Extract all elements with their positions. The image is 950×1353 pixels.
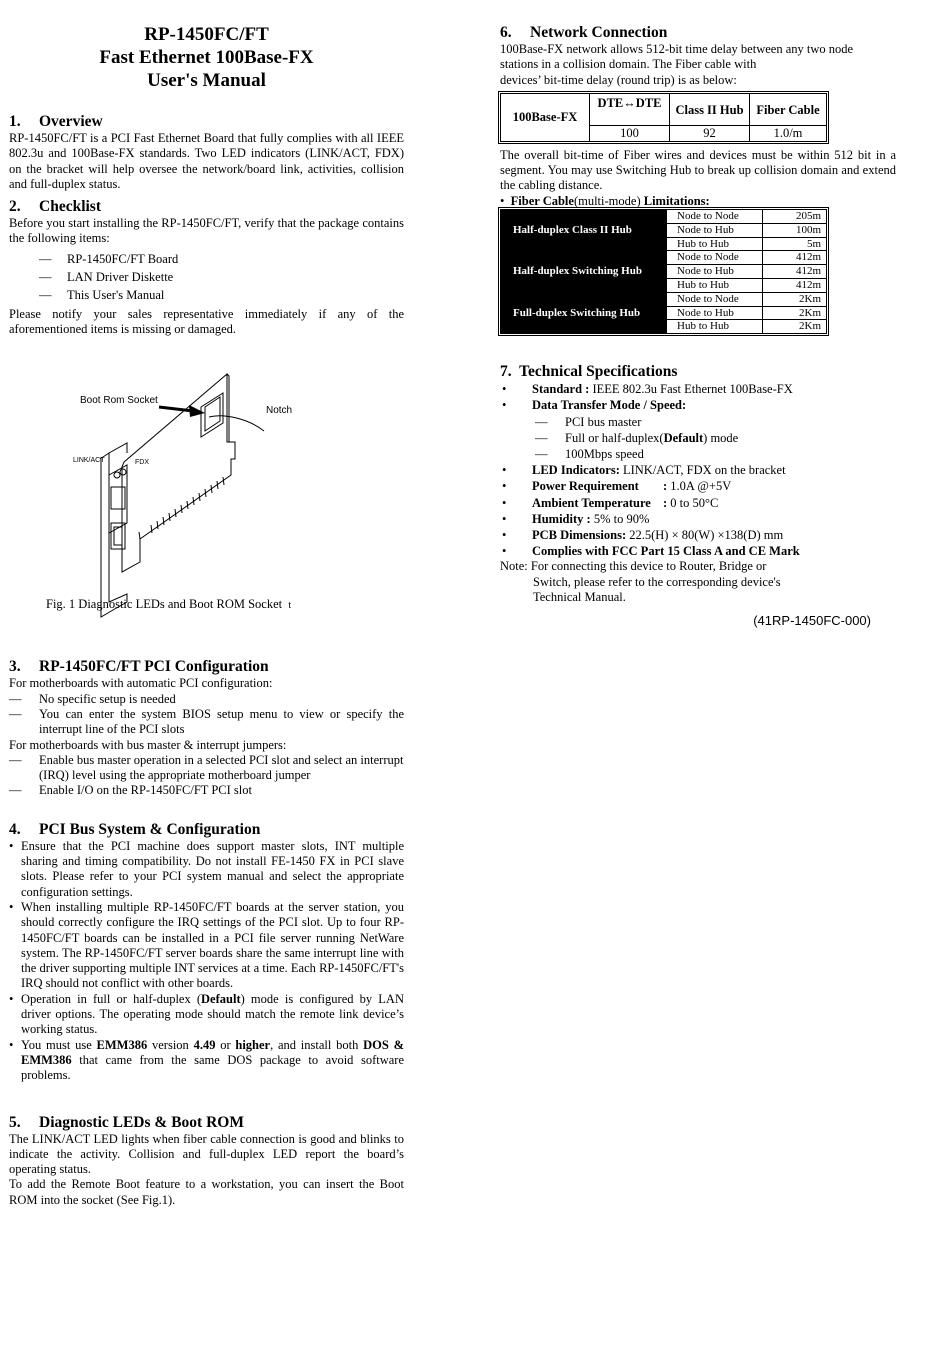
spec-sub-item: — Full or half-duplex(Default) mode xyxy=(535,430,739,445)
spec-item: • Humidity : 5% to 90% xyxy=(502,511,650,526)
limit-cell: Node to Hub xyxy=(667,306,763,320)
fiber-limit-label: • Fiber Cable(multi-mode) Limitations: xyxy=(500,193,710,208)
document-code: (41RP-1450FC-000) xyxy=(753,613,871,629)
checklist-item: — LAN Driver Diskette xyxy=(39,269,174,284)
title-line-1: RP-1450FC/FT xyxy=(144,24,269,45)
pci-bus-bullet: • Operation in full or half-duplex (Default) mode is configured by LAN driver options. The operating mode should match the remote link device’s working status. xyxy=(9,991,404,1037)
pci-bus-bullet: • When installing multiple RP-1450FC/FT boards at the server station, you should correctly configure the IRQ settings of the PCI slot. Up to four RP-1450FC/FT boards can be installed in a PCI file server running NetWare system. The RP-1450FC/FT server boards share the same interrupt line with the driver supporting multiple INT services at a time. Each RP-1450FC/FT's IRQ should not conflict with other boards. xyxy=(9,899,404,991)
spec-item: • Data Transfer Mode / Speed: xyxy=(502,398,687,413)
pci-board-illustration xyxy=(9,347,404,637)
left-column xyxy=(9,0,404,1208)
pci-bus-bullet: • Ensure that the PCI machine does support master slots, INT multiple sharing and timing compatibility. Do not install FE-1450 FX in PCI slave slots. Please refer to your PCI system manual and select the appropriate configuration settings. xyxy=(9,838,404,899)
spec-item: • Power Requirement : 1.0A @+5V xyxy=(502,479,732,494)
checklist-heading: 2. Checklist xyxy=(9,198,101,216)
diagnostic-text: The LINK/ACT LED lights when fiber cable connection is good and blinks to indicate the activity. Collision and full-duplex LED report the board’s operating status. xyxy=(9,1131,404,1177)
bit-time-table xyxy=(500,93,827,142)
limit-cell: 205m xyxy=(763,210,827,224)
limit-cell: 2Km xyxy=(763,292,827,306)
figure-1 xyxy=(9,347,404,637)
limit-cell: Hub to Hub xyxy=(667,279,763,293)
boot-rom-text: To add the Remote Boot feature to a workstation, you can insert the Boot ROM into the socket (See Fig.1). xyxy=(9,1177,404,1207)
table-cell: 100 xyxy=(590,125,670,141)
spec-item: • PCB Dimensions: 22.5(H) × 80(W) ×138(D) mm xyxy=(502,528,784,543)
limit-cell: 412m xyxy=(763,279,827,293)
spec-item: • Complies with FCC Part 15 Class A and CE Mark xyxy=(502,544,800,559)
checklist-outro: Please notify your sales representative immediately if any of the aforementioned items is missing or damaged. xyxy=(9,306,404,337)
table-cell: 1.0/m xyxy=(750,125,827,141)
table-row-label: 100Base-FX xyxy=(501,93,590,141)
limit-cell: Hub to Hub xyxy=(667,320,763,334)
table-cell: 92 xyxy=(670,125,750,141)
table-header: DTE↔DTE xyxy=(590,93,670,125)
overview-text: RP-1450FC/FT is a PCI Fast Ethernet Board that fully complies with all IEEE 802.3u and 100Base-FX standards. Two LED indicators (LINK/ACT, FDX) on the bracket will help oversee the network/board link, activities, collision and full-duplex status. xyxy=(9,131,404,191)
right-column xyxy=(500,0,896,629)
network-heading: 6. Network Connection xyxy=(500,24,668,41)
limit-cell: Hub to Hub xyxy=(667,237,763,251)
auto-intro: For motherboards with automatic PCI configuration: xyxy=(9,676,273,691)
limit-cell: 2Km xyxy=(763,320,827,334)
limit-group: Half-duplex Class II Hub xyxy=(501,210,667,251)
limit-group: Half-duplex Switching Hub xyxy=(501,251,667,292)
pci-config-heading: 3. RP-1450FC/FT PCI Configuration xyxy=(9,658,269,676)
link-act-label: LINK/ACT xyxy=(73,457,105,465)
spec-sub-item: — 100Mbps speed xyxy=(535,447,644,462)
network-intro: 100Base-FX network allows 512-bit time delay between any two node stations in a collision domain. The Fiber cable with devices’ bit-time delay (round trip) is as below: xyxy=(500,42,854,87)
tech-spec-heading: 7. Technical Specifications xyxy=(500,363,678,381)
limit-cell: 412m xyxy=(763,251,827,265)
limit-cell: 100m xyxy=(763,223,827,237)
limit-cell: Node to Hub xyxy=(667,223,763,237)
jumper-intro: For motherboards with bus master & interrupt jumpers: xyxy=(9,737,287,752)
limit-cell: Node to Node xyxy=(667,251,763,265)
spec-sub-item: — PCI bus master xyxy=(535,414,642,429)
checklist-item: — This User's Manual xyxy=(39,287,165,302)
limit-cell: 5m xyxy=(763,237,827,251)
checklist-item: — RP-1450FC/FT Board xyxy=(39,251,179,266)
spec-item: • LED Indicators: LINK/ACT, FDX on the bracket xyxy=(502,463,786,478)
spec-item: • Standard : IEEE 802.3u Fast Ethernet 100Base-FX xyxy=(502,382,793,397)
fiber-limit-table xyxy=(500,209,827,334)
boot-rom-label: Boot Rom Socket xyxy=(80,395,158,407)
limit-cell: Node to Node xyxy=(667,210,763,224)
document-title xyxy=(9,23,404,92)
checklist-intro: Before you start installing the RP-1450FC/FT, verify that the package contains the following items: xyxy=(9,216,404,246)
limit-cell: 2Km xyxy=(763,306,827,320)
title-line-3: User's Manual xyxy=(147,70,266,91)
jumper-item: — Enable I/O on the RP-1450FC/FT PCI slot xyxy=(9,783,252,798)
pci-bus-bullet: • You must use EMM386 version 4.49 or higher, and install both DOS & EMM386 that came from the same DOS package to avoid software problems. xyxy=(9,1037,404,1083)
diagnostic-heading: 5. Diagnostic LEDs & Boot ROM xyxy=(9,1113,244,1131)
limit-cell: Node to Node xyxy=(667,292,763,306)
title-line-2: Fast Ethernet 100Base-FX xyxy=(99,47,314,68)
jumper-item: — Enable bus master operation in a selected PCI slot and select an interrupt (IRQ) level using the appropriate motherboard jumper xyxy=(9,752,404,783)
limit-group: Full-duplex Switching Hub xyxy=(501,292,667,333)
limit-cell: 412m xyxy=(763,265,827,279)
fdx-label: FDX xyxy=(135,459,149,467)
notch-label: Notch xyxy=(266,405,293,417)
pci-bus-heading: 4. PCI Bus System & Configuration xyxy=(9,820,261,838)
table-header: Class II Hub xyxy=(670,93,750,125)
limit-cell: Node to Hub xyxy=(667,265,763,279)
table-header: Fiber Cable xyxy=(750,93,827,125)
overview-heading: 1. Overview xyxy=(9,113,103,130)
auto-item: — No specific setup is needed xyxy=(9,691,176,706)
network-after: The overall bit-time of Fiber wires and devices must be within 512 bit in a segment. You may use Switching Hub to break up collision domain and extend the cabling distance. xyxy=(500,147,896,193)
figure-caption: Fig. 1 Diagnostic LEDs and Boot ROM Socket t xyxy=(46,597,292,612)
auto-item: — You can enter the system BIOS setup menu to view or specify the interrupt line of the PCI slots xyxy=(9,706,404,737)
spec-item: • Ambient Temperature : 0 to 50°C xyxy=(502,495,719,510)
spec-note: Note: For connecting this device to Router, Bridge or Switch, please refer to the corresponding device's Technical Manual. xyxy=(500,559,781,605)
